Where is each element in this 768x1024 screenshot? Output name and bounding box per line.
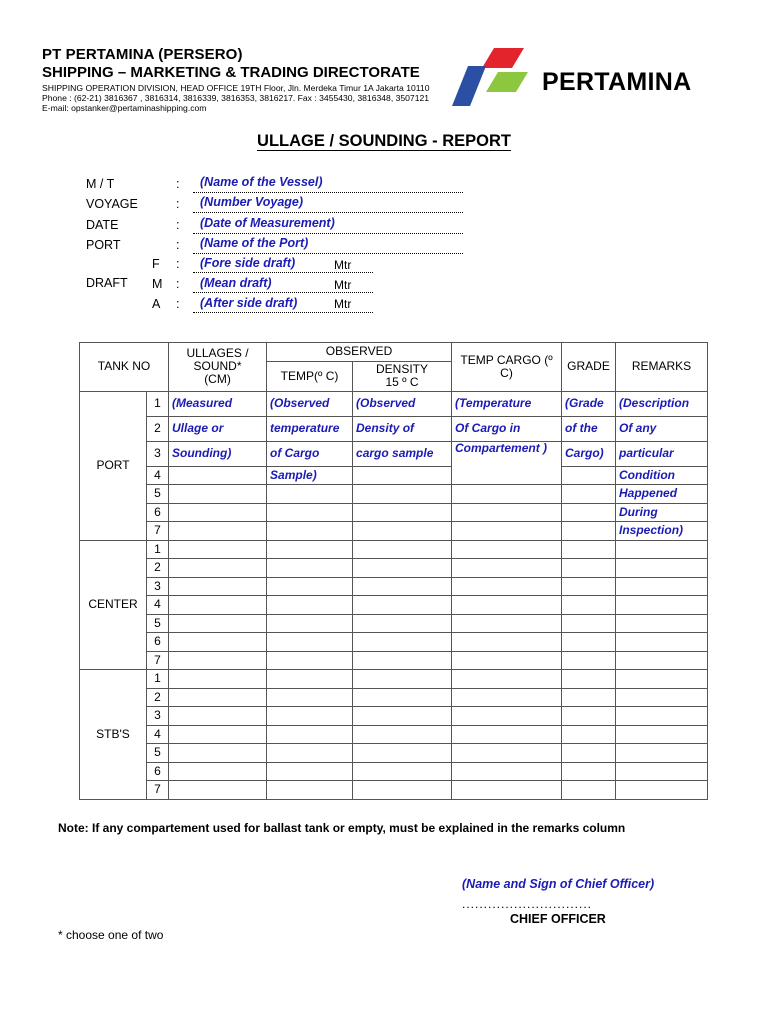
tank-row-number: 1 bbox=[147, 540, 169, 559]
cell-temp-cargo[interactable] bbox=[452, 559, 562, 578]
table-row bbox=[80, 725, 708, 744]
cell-grade[interactable] bbox=[562, 614, 616, 633]
instruction-text: temperature bbox=[270, 421, 340, 435]
instruction-text: Of any bbox=[619, 421, 657, 435]
cell-ullage[interactable] bbox=[169, 670, 267, 689]
table-row bbox=[80, 577, 708, 596]
cell-remarks[interactable] bbox=[616, 391, 708, 416]
unit-mtr: Mtr bbox=[334, 258, 352, 272]
header-tank-no: TANK NO bbox=[80, 343, 169, 392]
cell-ullage[interactable] bbox=[169, 540, 267, 559]
tank-row-number: 4 bbox=[147, 466, 169, 485]
cell-density[interactable] bbox=[353, 540, 452, 559]
cell-ullage[interactable] bbox=[169, 651, 267, 670]
cell-temp-cargo[interactable] bbox=[452, 707, 562, 726]
table-row bbox=[80, 485, 708, 504]
colon: : bbox=[176, 257, 180, 271]
instruction-text: Compartement ) bbox=[455, 441, 548, 455]
tank-group-label: PORT bbox=[80, 391, 147, 540]
field-measurement-date[interactable]: (Date of Measurement) bbox=[200, 216, 335, 230]
cell-remarks[interactable] bbox=[616, 614, 708, 633]
instruction-text: Happened bbox=[619, 486, 678, 501]
tank-row-number: 4 bbox=[147, 596, 169, 615]
cell-density[interactable] bbox=[353, 670, 452, 689]
cell-grade[interactable] bbox=[562, 762, 616, 781]
table-row bbox=[80, 781, 708, 800]
cell-temp-cargo[interactable] bbox=[452, 725, 562, 744]
cell-grade[interactable] bbox=[562, 596, 616, 615]
cell-remarks[interactable] bbox=[616, 540, 708, 559]
tank-row-number: 6 bbox=[147, 503, 169, 522]
cell-grade[interactable] bbox=[562, 416, 616, 441]
tank-row-number: 1 bbox=[147, 670, 169, 689]
logo-wordmark: PERTAMINA bbox=[542, 68, 692, 96]
dotted-line bbox=[193, 292, 373, 293]
cell-temp-cargo[interactable] bbox=[452, 391, 562, 416]
instruction-text: (Observed bbox=[356, 396, 416, 410]
cell-temp-cargo[interactable] bbox=[452, 522, 562, 541]
cell-grade[interactable] bbox=[562, 485, 616, 504]
ullage-table bbox=[79, 342, 708, 800]
cell-ullage[interactable] bbox=[169, 781, 267, 800]
cell-ullage[interactable] bbox=[169, 633, 267, 652]
cell-temp-cargo[interactable] bbox=[452, 744, 562, 763]
tank-row-number: 4 bbox=[147, 725, 169, 744]
tank-row-number: 3 bbox=[147, 577, 169, 596]
header-remarks: REMARKS bbox=[616, 343, 708, 392]
cell-remarks[interactable] bbox=[616, 707, 708, 726]
cell-grade[interactable] bbox=[562, 744, 616, 763]
label-date: DATE bbox=[86, 218, 119, 232]
table-row bbox=[80, 688, 708, 707]
cell-temp[interactable] bbox=[267, 633, 353, 652]
tank-row-number: 7 bbox=[147, 781, 169, 800]
cell-remarks[interactable] bbox=[616, 744, 708, 763]
cell-grade[interactable] bbox=[562, 466, 616, 485]
cell-grade[interactable] bbox=[562, 441, 616, 466]
cell-temp[interactable] bbox=[267, 596, 353, 615]
cell-ullage[interactable] bbox=[169, 522, 267, 541]
cell-density[interactable] bbox=[353, 707, 452, 726]
colon: : bbox=[176, 197, 180, 211]
cell-remarks[interactable] bbox=[616, 781, 708, 800]
dotted-line bbox=[193, 312, 373, 313]
instruction-text: During bbox=[619, 504, 658, 519]
cell-grade[interactable] bbox=[562, 391, 616, 416]
table-row bbox=[80, 540, 708, 559]
unit-mtr: Mtr bbox=[334, 278, 352, 292]
cell-temp[interactable] bbox=[267, 391, 353, 416]
cell-density[interactable] bbox=[353, 391, 452, 416]
cell-density[interactable] bbox=[353, 577, 452, 596]
cell-density[interactable] bbox=[353, 466, 452, 485]
cell-ullage[interactable] bbox=[169, 596, 267, 615]
cell-temp-cargo[interactable] bbox=[452, 670, 562, 689]
table-row bbox=[80, 466, 708, 485]
cell-temp[interactable] bbox=[267, 614, 353, 633]
cell-remarks[interactable] bbox=[616, 762, 708, 781]
dotted-line bbox=[193, 272, 373, 273]
instruction-text: Cargo) bbox=[565, 446, 604, 460]
address-line: SHIPPING OPERATION DIVISION, HEAD OFFICE 19TH Floor, Jln. Merdeka Timur 1A Jakarta 10110 bbox=[42, 83, 430, 93]
cell-temp-cargo[interactable] bbox=[452, 688, 562, 707]
label-mt: M / T bbox=[86, 177, 115, 191]
header-temp: TEMP(º C) bbox=[267, 361, 353, 391]
cell-temp[interactable] bbox=[267, 670, 353, 689]
field-vessel-name[interactable]: (Name of the Vessel) bbox=[200, 175, 323, 189]
table-row bbox=[80, 633, 708, 652]
tank-row-number: 6 bbox=[147, 762, 169, 781]
cell-temp-cargo[interactable] bbox=[452, 441, 562, 485]
cell-temp-cargo[interactable] bbox=[452, 781, 562, 800]
table-row bbox=[80, 391, 708, 416]
cell-grade[interactable] bbox=[562, 540, 616, 559]
instruction-text: cargo sample bbox=[356, 446, 434, 460]
tank-group-label: CENTER bbox=[80, 540, 147, 670]
instruction-text: (Description bbox=[619, 396, 690, 410]
cell-remarks[interactable] bbox=[616, 596, 708, 615]
chief-officer-role: CHIEF OFFICER bbox=[510, 912, 606, 926]
table-row bbox=[80, 762, 708, 781]
cell-temp[interactable] bbox=[267, 522, 353, 541]
chief-officer-name-field[interactable]: (Name and Sign of Chief Officer) bbox=[462, 877, 655, 891]
cell-ullage[interactable] bbox=[169, 391, 267, 416]
table-row bbox=[80, 744, 708, 763]
phone-line: Phone : (62-21) 3816367 , 3816314, 3816339, 3816353, 3816217. Fax : 3455430, 3816348, 3507121 bbox=[42, 93, 430, 103]
header-density: DENSITY 15 º C bbox=[353, 361, 452, 391]
cell-grade[interactable] bbox=[562, 670, 616, 689]
draft-letter-mean: M bbox=[152, 277, 163, 291]
cell-temp[interactable] bbox=[267, 416, 353, 441]
cell-ullage[interactable] bbox=[169, 503, 267, 522]
cell-grade[interactable] bbox=[562, 503, 616, 522]
table-row bbox=[80, 614, 708, 633]
cell-temp[interactable] bbox=[267, 485, 353, 504]
cell-temp-cargo[interactable] bbox=[452, 762, 562, 781]
instruction-text: (Temperature bbox=[455, 396, 532, 410]
colon: : bbox=[176, 218, 180, 232]
instruction-text: (Measured bbox=[172, 396, 233, 410]
cell-temp[interactable] bbox=[267, 688, 353, 707]
cell-temp[interactable] bbox=[267, 725, 353, 744]
cell-density[interactable] bbox=[353, 614, 452, 633]
dotted-line bbox=[193, 212, 463, 213]
field-mean-draft[interactable]: (Mean draft) bbox=[200, 276, 272, 290]
cell-density[interactable] bbox=[353, 485, 452, 504]
cell-temp-cargo[interactable] bbox=[452, 416, 562, 441]
email-line: E-mail: opstanker@pertaminashipping.com bbox=[42, 103, 207, 113]
cell-ullage[interactable] bbox=[169, 441, 267, 466]
cell-grade[interactable] bbox=[562, 633, 616, 652]
cell-grade[interactable] bbox=[562, 688, 616, 707]
instruction-text: Inspection) bbox=[619, 523, 684, 538]
cell-ullage[interactable] bbox=[169, 762, 267, 781]
cell-temp-cargo[interactable] bbox=[452, 503, 562, 522]
cell-temp[interactable] bbox=[267, 559, 353, 578]
cell-ullage[interactable] bbox=[169, 707, 267, 726]
tank-row-number: 7 bbox=[147, 522, 169, 541]
cell-density[interactable] bbox=[353, 762, 452, 781]
instruction-text: of the bbox=[565, 421, 598, 435]
tank-row-number: 3 bbox=[147, 707, 169, 726]
cell-temp[interactable] bbox=[267, 540, 353, 559]
footnote: * choose one of two bbox=[58, 928, 164, 942]
table-row bbox=[80, 596, 708, 615]
tank-row-number: 5 bbox=[147, 485, 169, 504]
cell-ullage[interactable] bbox=[169, 485, 267, 504]
tank-row-number: 2 bbox=[147, 416, 169, 441]
table-row bbox=[80, 670, 708, 689]
tank-row-number: 6 bbox=[147, 633, 169, 652]
cell-density[interactable] bbox=[353, 688, 452, 707]
colon: : bbox=[176, 297, 180, 311]
cell-ullage[interactable] bbox=[169, 688, 267, 707]
report-title: ULLAGE / SOUNDING - REPORT bbox=[257, 132, 511, 150]
dotted-line bbox=[193, 192, 463, 193]
draft-letter-aft: A bbox=[152, 297, 161, 311]
colon: : bbox=[176, 277, 180, 291]
signature-dots: .............................. bbox=[462, 897, 593, 911]
label-voyage: VOYAGE bbox=[86, 197, 138, 211]
cell-temp-cargo[interactable] bbox=[452, 485, 562, 504]
cell-density[interactable] bbox=[353, 503, 452, 522]
cell-remarks[interactable] bbox=[616, 416, 708, 441]
cell-temp-cargo[interactable] bbox=[452, 596, 562, 615]
cell-remarks[interactable] bbox=[616, 441, 708, 466]
tank-row-number: 3 bbox=[147, 441, 169, 466]
table-row bbox=[80, 522, 708, 541]
cell-ullage[interactable] bbox=[169, 744, 267, 763]
cell-grade[interactable] bbox=[562, 577, 616, 596]
cell-temp[interactable] bbox=[267, 577, 353, 596]
company-name: PT PERTAMINA (PERSERO) bbox=[42, 46, 243, 63]
cell-temp-cargo[interactable] bbox=[452, 633, 562, 652]
instruction-text: Of Cargo in bbox=[455, 421, 521, 435]
dotted-line bbox=[193, 253, 463, 254]
cell-density[interactable] bbox=[353, 596, 452, 615]
cell-grade[interactable] bbox=[562, 559, 616, 578]
instruction-text: of Cargo bbox=[270, 446, 320, 460]
instruction-text: (Observed bbox=[270, 396, 330, 410]
cell-temp[interactable] bbox=[267, 762, 353, 781]
cell-temp[interactable] bbox=[267, 707, 353, 726]
cell-temp[interactable] bbox=[267, 466, 353, 485]
tank-group-label: STB'S bbox=[80, 670, 147, 800]
colon: : bbox=[176, 238, 180, 252]
field-aft-draft[interactable]: (After side draft) bbox=[200, 296, 298, 310]
cell-remarks[interactable] bbox=[616, 633, 708, 652]
header-ullages: ULLAGES / SOUND* (CM) bbox=[169, 343, 267, 392]
remarks-note: Note: If any compartement used for ballast tank or empty, must be explained in the remarks column bbox=[58, 821, 626, 835]
cell-ullage[interactable] bbox=[169, 466, 267, 485]
cell-remarks[interactable] bbox=[616, 651, 708, 670]
cell-remarks[interactable] bbox=[616, 688, 708, 707]
header-observed: OBSERVED bbox=[267, 343, 452, 362]
cell-remarks[interactable] bbox=[616, 725, 708, 744]
instruction-text: Sounding) bbox=[172, 446, 232, 460]
cell-density[interactable] bbox=[353, 781, 452, 800]
dotted-line bbox=[193, 233, 463, 234]
cell-grade[interactable] bbox=[562, 651, 616, 670]
header-temp-cargo: TEMP CARGO (º C) bbox=[452, 343, 562, 392]
instruction-text: particular bbox=[619, 446, 674, 460]
table-row bbox=[80, 441, 708, 466]
tank-row-number: 1 bbox=[147, 391, 169, 416]
cell-remarks[interactable] bbox=[616, 485, 708, 504]
field-fore-draft[interactable]: (Fore side draft) bbox=[200, 256, 296, 270]
cell-temp[interactable] bbox=[267, 441, 353, 466]
cell-density[interactable] bbox=[353, 744, 452, 763]
instruction-text: Ullage or bbox=[172, 421, 224, 435]
instruction-text: Density of bbox=[356, 421, 415, 435]
cell-temp[interactable] bbox=[267, 651, 353, 670]
cell-density[interactable] bbox=[353, 633, 452, 652]
cell-temp-cargo[interactable] bbox=[452, 540, 562, 559]
cell-remarks[interactable] bbox=[616, 503, 708, 522]
cell-density[interactable] bbox=[353, 522, 452, 541]
cell-temp-cargo[interactable] bbox=[452, 614, 562, 633]
table-row bbox=[80, 651, 708, 670]
draft-letter-fore: F bbox=[152, 257, 160, 271]
cell-density[interactable] bbox=[353, 416, 452, 441]
cell-ullage[interactable] bbox=[169, 614, 267, 633]
tank-row-number: 2 bbox=[147, 688, 169, 707]
cell-grade[interactable] bbox=[562, 522, 616, 541]
label-draft: DRAFT bbox=[86, 276, 128, 290]
table-row bbox=[80, 707, 708, 726]
tank-row-number: 5 bbox=[147, 744, 169, 763]
cell-temp-cargo[interactable] bbox=[452, 651, 562, 670]
cell-grade[interactable] bbox=[562, 781, 616, 800]
table-row bbox=[80, 503, 708, 522]
cell-temp[interactable] bbox=[267, 503, 353, 522]
cell-remarks[interactable] bbox=[616, 466, 708, 485]
cell-density[interactable] bbox=[353, 651, 452, 670]
instruction-text: (Grade bbox=[565, 396, 604, 410]
cell-density[interactable] bbox=[353, 441, 452, 466]
cell-temp[interactable] bbox=[267, 744, 353, 763]
instruction-text: Condition bbox=[619, 467, 675, 482]
tank-row-number: 7 bbox=[147, 651, 169, 670]
label-port: PORT bbox=[86, 238, 121, 252]
table-body bbox=[80, 391, 708, 799]
cell-ullage[interactable] bbox=[169, 559, 267, 578]
cell-ullage[interactable] bbox=[169, 725, 267, 744]
cell-ullage[interactable] bbox=[169, 577, 267, 596]
cell-remarks[interactable] bbox=[616, 670, 708, 689]
cell-density[interactable] bbox=[353, 725, 452, 744]
header-grade: GRADE bbox=[562, 343, 616, 392]
field-voyage-number[interactable]: (Number Voyage) bbox=[200, 195, 304, 209]
cell-remarks[interactable] bbox=[616, 577, 708, 596]
instruction-text: Sample) bbox=[270, 467, 317, 482]
tank-row-number: 2 bbox=[147, 559, 169, 578]
cell-remarks[interactable] bbox=[616, 522, 708, 541]
cell-ullage[interactable] bbox=[169, 416, 267, 441]
cell-temp-cargo[interactable] bbox=[452, 577, 562, 596]
cell-grade[interactable] bbox=[562, 725, 616, 744]
table-row bbox=[80, 559, 708, 578]
pertamina-logo-icon bbox=[450, 46, 540, 110]
tank-row-number: 5 bbox=[147, 614, 169, 633]
cell-density[interactable] bbox=[353, 559, 452, 578]
colon: : bbox=[176, 177, 180, 191]
cell-grade[interactable] bbox=[562, 707, 616, 726]
cell-temp[interactable] bbox=[267, 781, 353, 800]
cell-remarks[interactable] bbox=[616, 559, 708, 578]
unit-mtr: Mtr bbox=[334, 297, 352, 311]
field-port-name[interactable]: (Name of the Port) bbox=[200, 236, 309, 250]
table-row bbox=[80, 416, 708, 441]
directorate-name: SHIPPING – MARKETING & TRADING DIRECTORATE bbox=[42, 64, 420, 81]
